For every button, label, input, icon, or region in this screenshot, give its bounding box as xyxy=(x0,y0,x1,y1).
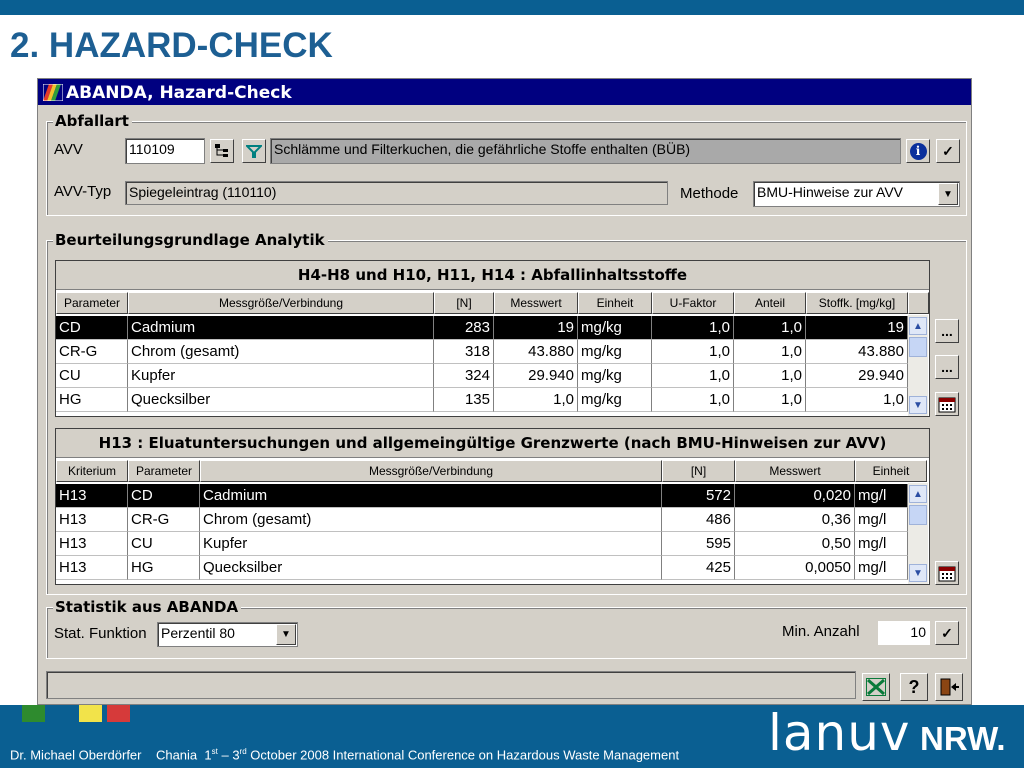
slide-title: 2. HAZARD-CHECK xyxy=(10,26,333,65)
table-row[interactable] xyxy=(56,508,908,532)
avv-description-field: Schlämme und Filterkuchen, die gefährliche Stoffe enthalten (BÜB) xyxy=(270,138,901,164)
table-cell: mg/kg xyxy=(578,364,652,388)
exit-button[interactable] xyxy=(935,673,963,701)
table-cell: 1,0 xyxy=(734,388,806,412)
tree-icon xyxy=(214,143,230,159)
table-cell: HG xyxy=(128,556,200,580)
table-cell: 1,0 xyxy=(652,316,734,340)
help-icon: ? xyxy=(908,676,920,697)
scroll-up-icon[interactable]: ▲ xyxy=(909,485,927,503)
table-cell: mg/l xyxy=(855,556,908,580)
window-title-text: ABANDA, Hazard-Check xyxy=(66,83,292,103)
table-cell: mg/kg xyxy=(578,388,652,412)
inhaltsstoffe-scrollbar[interactable] xyxy=(908,315,928,416)
table-cell: Chrom (gesamt) xyxy=(200,508,662,532)
footer-author: Dr. Michael Oberdörfer xyxy=(10,747,142,763)
table-cell: mg/kg xyxy=(578,316,652,340)
calendar-icon xyxy=(938,395,956,413)
table-cell: 0,020 xyxy=(735,484,855,508)
excel-icon xyxy=(866,678,886,696)
table-cell: 1,0 xyxy=(652,388,734,412)
table-cell: 425 xyxy=(662,556,735,580)
table-cell: 43.880 xyxy=(494,340,578,364)
col-header-kriterium[interactable]: Kriterium xyxy=(56,460,128,482)
table-row[interactable] xyxy=(56,532,908,556)
table1-more-button-1[interactable] xyxy=(935,319,959,343)
col-header-anteil[interactable]: Anteil xyxy=(734,292,806,314)
analytik-label: Beurteilungsgrundlage Analytik xyxy=(53,231,328,249)
col-header-einheit[interactable]: Einheit xyxy=(855,460,927,482)
table-cell: Quecksilber xyxy=(200,556,662,580)
table-cell: 1,0 xyxy=(494,388,578,412)
table-cell: mg/l xyxy=(855,508,908,532)
min-anzahl-input[interactable]: 10 xyxy=(878,621,930,645)
table-cell: H13 xyxy=(56,532,128,556)
info-icon: i xyxy=(910,143,927,160)
abfallart-label: Abfallart xyxy=(53,112,132,130)
table-cell: 324 xyxy=(434,364,494,388)
inhaltsstoffe-caption: H4-H8 und H10, H11, H14 : Abfallinhaltsstoffe xyxy=(56,261,929,290)
table-cell: 19 xyxy=(806,316,908,340)
col-header-ufaktor[interactable]: U-Faktor xyxy=(652,292,734,314)
col-header-parameter[interactable]: Parameter xyxy=(128,460,200,482)
footer-square-yellow xyxy=(79,705,102,722)
abanda-app-icon xyxy=(43,84,63,101)
lanuv-logo: lanuv xyxy=(768,704,911,762)
calendar-icon xyxy=(938,564,956,582)
col-header-spacer xyxy=(908,292,929,314)
col-header-messwert[interactable]: Messwert xyxy=(494,292,578,314)
table1-more-button-2[interactable] xyxy=(935,355,959,379)
footer-conference: October 2008 International Conference on Hazardous Waste Management xyxy=(246,747,680,763)
table-cell: 43.880 xyxy=(806,340,908,364)
footer-date-start-sup: st xyxy=(211,747,218,756)
scroll-up-icon[interactable]: ▲ xyxy=(909,317,927,335)
table-cell: Cadmium xyxy=(200,484,662,508)
table-cell: H13 xyxy=(56,508,128,532)
table-cell: 1,0 xyxy=(652,340,734,364)
stat-funktion-select[interactable] xyxy=(157,622,298,647)
check-icon: ✓ xyxy=(942,142,954,159)
min-anzahl-label: Min. Anzahl xyxy=(782,623,860,640)
col-header-messwert[interactable]: Messwert xyxy=(735,460,855,482)
col-header-stoffk[interactable]: Stoffk. [mg/kg] xyxy=(806,292,908,314)
col-header-messgroesse[interactable]: Messgröße/Verbindung xyxy=(128,292,434,314)
col-header-n[interactable]: [N] xyxy=(662,460,735,482)
avv-typ-label: AVV-Typ xyxy=(54,183,112,200)
table-cell: mg/l xyxy=(855,532,908,556)
table2-calendar-button[interactable] xyxy=(935,561,959,585)
scroll-thumb[interactable] xyxy=(909,337,927,357)
footer-date-start: 1 xyxy=(204,747,212,763)
excel-export-button[interactable] xyxy=(862,673,890,701)
scroll-down-icon[interactable]: ▼ xyxy=(909,564,927,582)
table-cell: H13 xyxy=(56,484,128,508)
scroll-down-icon[interactable]: ▼ xyxy=(909,396,927,414)
methode-value: BMU-Hinweise zur AVV xyxy=(757,184,904,200)
table-cell: 1,0 xyxy=(734,316,806,340)
min-anzahl-confirm-button[interactable] xyxy=(935,621,959,645)
footer-square-red xyxy=(107,705,130,722)
ellipsis-icon: ... xyxy=(941,323,953,339)
stat-funktion-label: Stat. Funktion xyxy=(54,625,147,642)
table1-calendar-button[interactable] xyxy=(935,392,959,416)
table-cell: Kupfer xyxy=(200,532,662,556)
methode-label: Methode xyxy=(680,185,739,202)
avv-label: AVV xyxy=(54,141,83,158)
table-cell: 29.940 xyxy=(806,364,908,388)
table-cell: mg/kg xyxy=(578,340,652,364)
check-icon: ✓ xyxy=(941,624,953,641)
col-header-messgroesse[interactable]: Messgröße/Verbindung xyxy=(200,460,662,482)
avv-input[interactable]: 110109 xyxy=(125,138,205,164)
table-row[interactable] xyxy=(56,388,908,412)
footer-date-end: – 3 xyxy=(217,747,240,763)
methode-select[interactable] xyxy=(753,181,960,207)
table-cell: 1,0 xyxy=(806,388,908,412)
tree-select-button[interactable] xyxy=(210,139,234,163)
table-cell: Chrom (gesamt) xyxy=(128,340,434,364)
chevron-down-icon[interactable]: ▼ xyxy=(938,183,958,205)
nrw-logo: NRW. xyxy=(920,720,1006,757)
status-bar xyxy=(46,671,856,699)
table-cell: H13 xyxy=(56,556,128,580)
table-cell: 0,36 xyxy=(735,508,855,532)
table-cell: 29.940 xyxy=(494,364,578,388)
ellipsis-icon: ... xyxy=(941,359,953,375)
scroll-thumb[interactable] xyxy=(909,505,927,525)
statistik-label: Statistik aus ABANDA xyxy=(53,598,241,616)
avv-typ-field: Spiegeleintrag (110110) xyxy=(125,181,668,205)
footer-citation xyxy=(10,747,679,762)
eluat-table xyxy=(55,428,930,585)
table-row[interactable] xyxy=(56,316,908,340)
col-header-einheit[interactable]: Einheit xyxy=(578,292,652,314)
stat-funktion-value: Perzentil 80 xyxy=(161,625,235,641)
table-cell: 135 xyxy=(434,388,494,412)
exit-door-icon xyxy=(939,678,959,696)
col-header-n[interactable]: [N] xyxy=(434,292,494,314)
table-cell: 1,0 xyxy=(734,340,806,364)
avv-confirm-button[interactable] xyxy=(936,139,960,163)
table-cell: CU xyxy=(56,364,128,388)
window-title-bar xyxy=(38,79,971,105)
table-cell: 1,0 xyxy=(652,364,734,388)
table-cell: 572 xyxy=(662,484,735,508)
table-cell: 19 xyxy=(494,316,578,340)
table-cell: 486 xyxy=(662,508,735,532)
table-cell: CD xyxy=(56,316,128,340)
table-row[interactable] xyxy=(56,364,908,388)
table-cell: 595 xyxy=(662,532,735,556)
abanda-window xyxy=(37,78,972,705)
filter-button[interactable] xyxy=(242,139,266,163)
table-cell: 0,50 xyxy=(735,532,855,556)
table-row[interactable] xyxy=(56,340,908,364)
table-cell: Quecksilber xyxy=(128,388,434,412)
table-cell: CR-G xyxy=(56,340,128,364)
eluat-scrollbar[interactable] xyxy=(908,483,928,584)
table-cell: 0,0050 xyxy=(735,556,855,580)
table-cell: Cadmium xyxy=(128,316,434,340)
eluat-caption: H13 : Eluatuntersuchungen und allgemeingültige Grenzwerte (nach BMU-Hinweisen zur AVV) xyxy=(56,429,929,458)
slide-top-bar xyxy=(0,0,1024,15)
table-cell: CD xyxy=(128,484,200,508)
table-cell: 283 xyxy=(434,316,494,340)
chevron-down-icon[interactable]: ▼ xyxy=(276,624,296,645)
col-header-parameter[interactable]: Parameter xyxy=(56,292,128,314)
footer-date-end-sup: rd xyxy=(239,747,247,756)
filter-icon xyxy=(246,143,262,159)
table-cell: 1,0 xyxy=(734,364,806,388)
table-cell: CU xyxy=(128,532,200,556)
table-cell: HG xyxy=(56,388,128,412)
info-button[interactable] xyxy=(906,139,930,163)
table-cell: mg/l xyxy=(855,484,908,508)
table-cell: CR-G xyxy=(128,508,200,532)
footer-square-green xyxy=(22,705,45,722)
table-cell: Kupfer xyxy=(128,364,434,388)
footer-place: Chania xyxy=(155,747,198,763)
table-row[interactable] xyxy=(56,556,908,580)
inhaltsstoffe-table xyxy=(55,260,930,417)
help-button[interactable] xyxy=(900,673,928,701)
table-cell: 318 xyxy=(434,340,494,364)
table-row[interactable] xyxy=(56,484,908,508)
